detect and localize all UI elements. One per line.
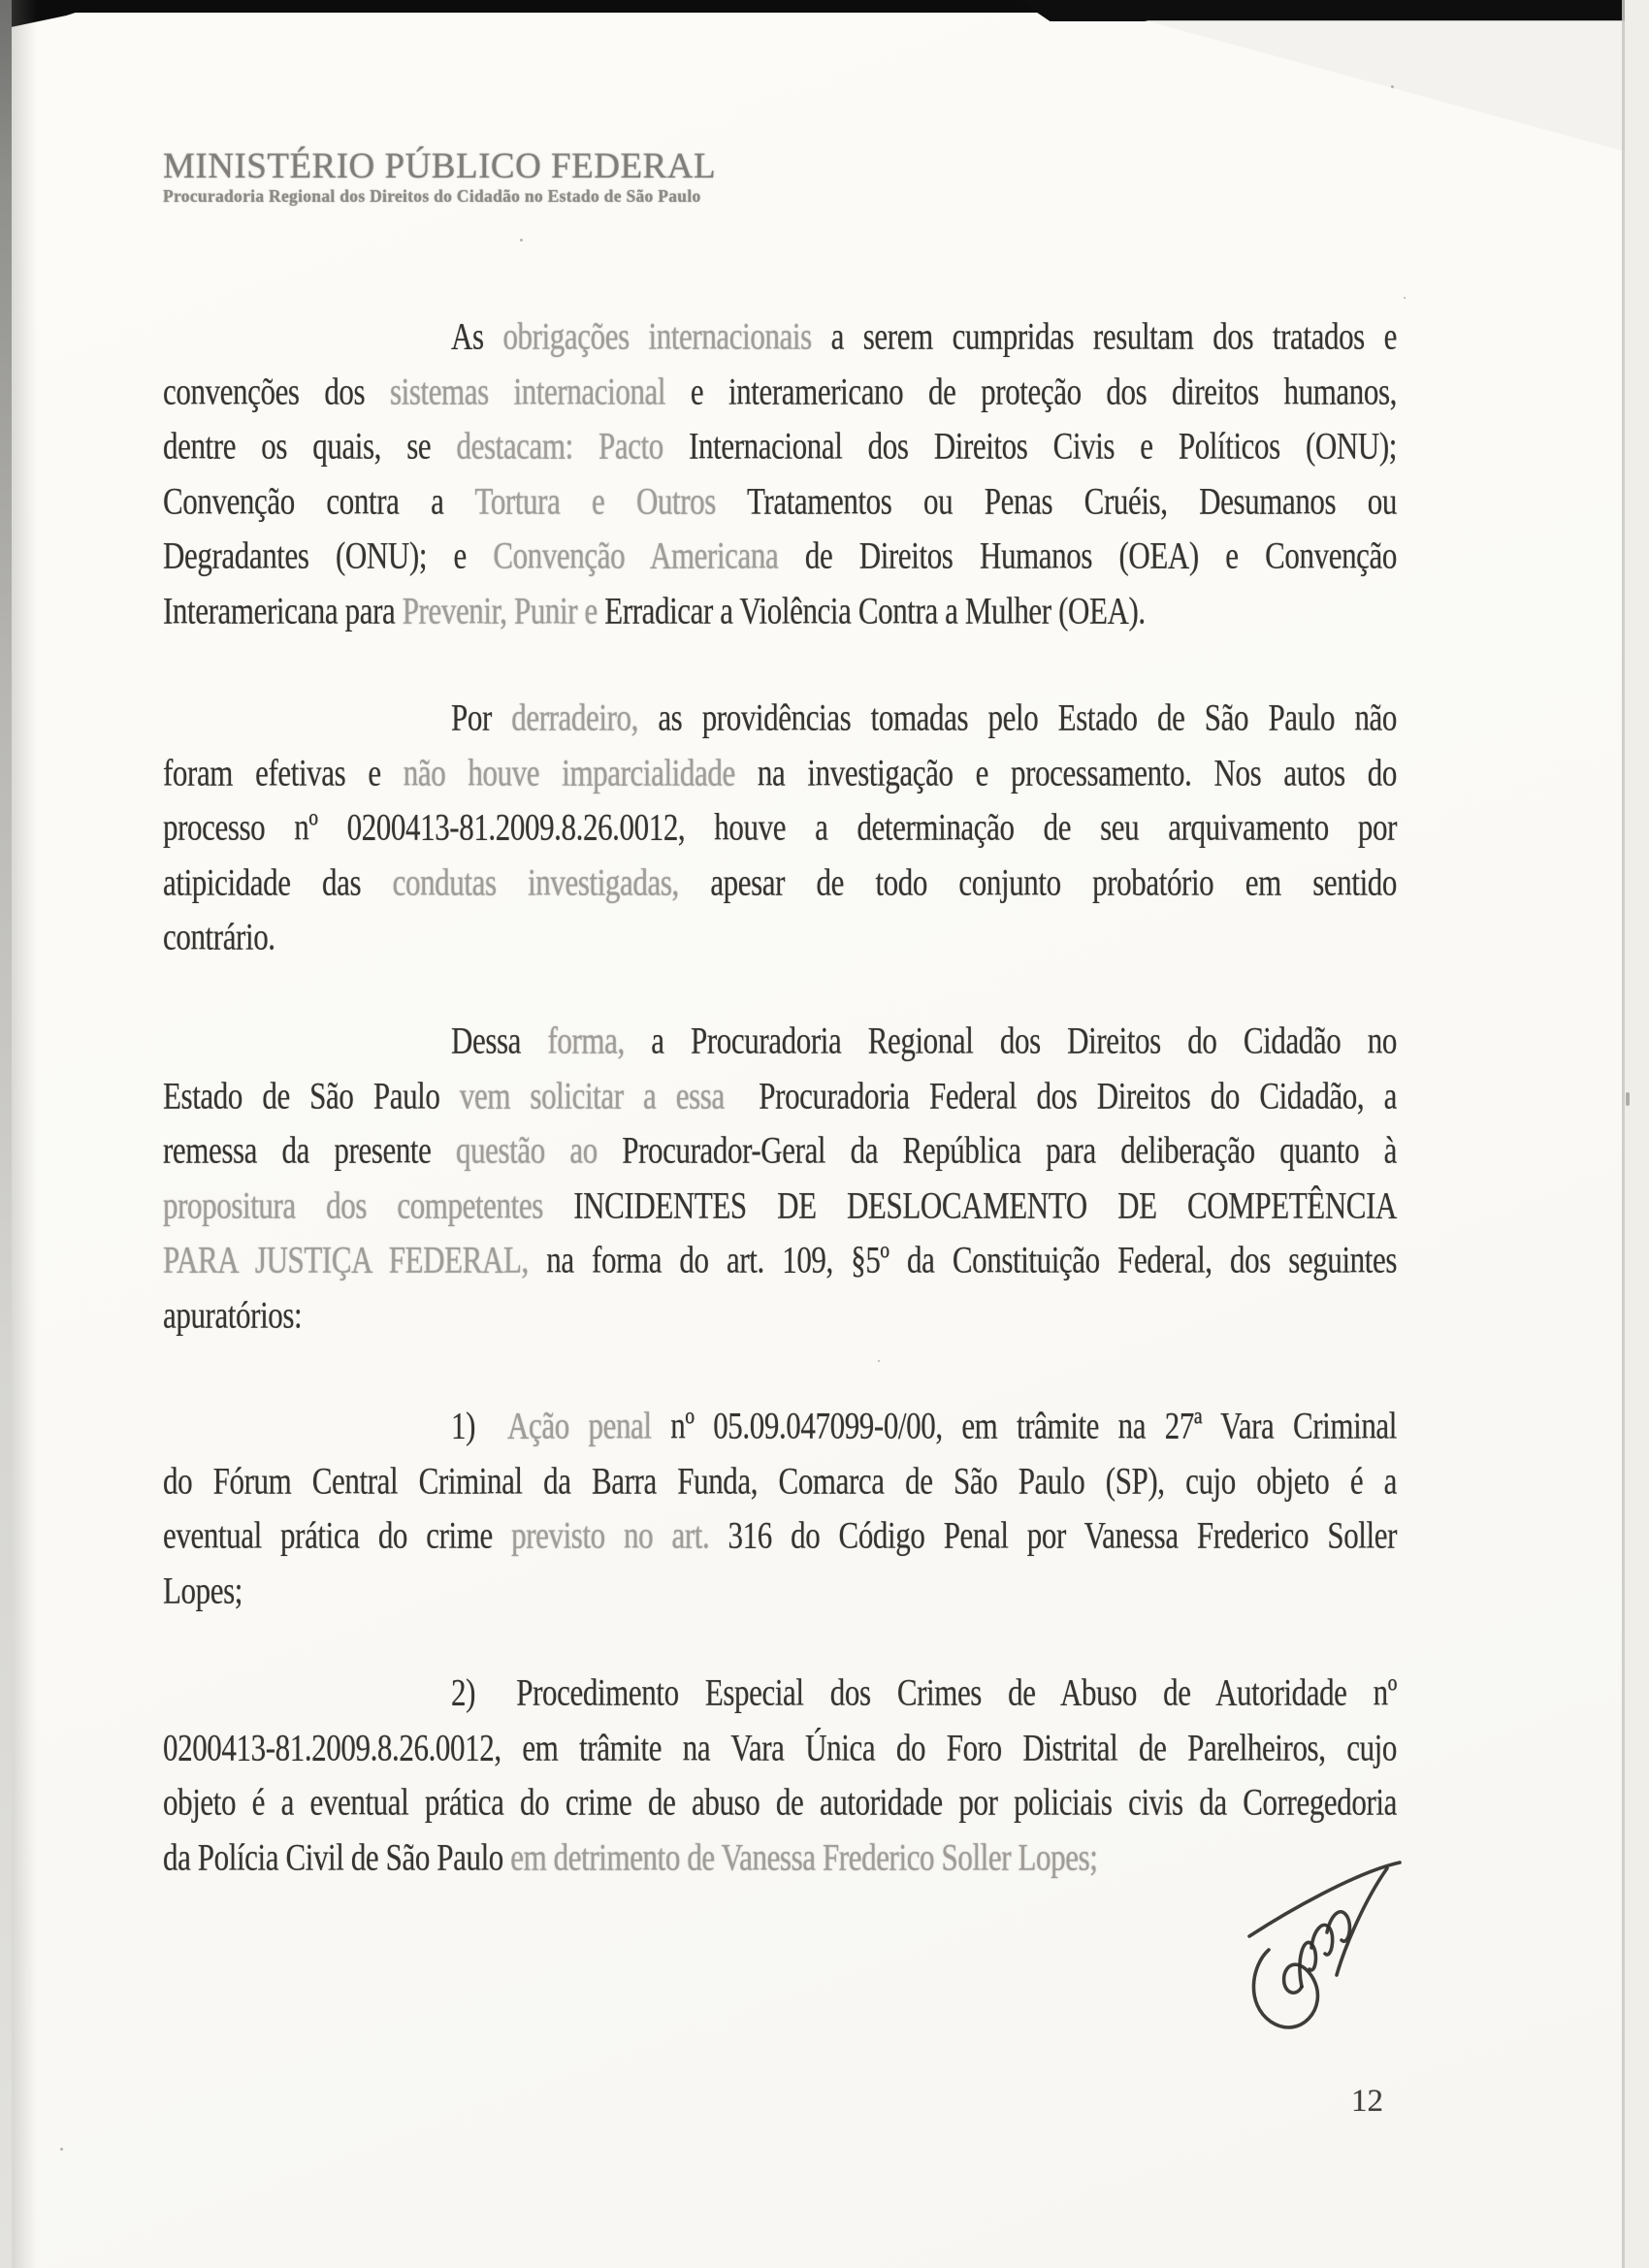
text-line [163,1666,1397,1721]
text-line [163,419,1397,474]
text-segment: da Polícia Civil de São Paulo [163,1834,511,1878]
faded-text-segment: Ação penal [507,1404,652,1447]
text-segment: processo nº 0200413-81.2009.8.26.0012, houve a determinação de seu arquivamento por [163,805,1397,849]
text-segment: e interamericano de proteção dos direitos humanos, [665,369,1398,412]
text-segment: 2) Procedimento Especial dos Crimes de Abuso de Autoridade nº [451,1670,1397,1714]
text-line [163,1069,1397,1124]
text-segment: Dessa [451,1019,548,1062]
faded-text-segment: em detrimento de Vanessa Frederico Soller Lopes; [510,1834,1098,1878]
paragraph-international-obligations [163,309,1397,638]
text-segment: convenções dos [163,369,390,412]
text-segment: Internacional dos Direitos Civis e Políticos (ONU); [663,424,1398,468]
text-segment: Por [451,696,512,739]
scan-speck [1626,1092,1630,1106]
text-segment: remessa da presente [163,1128,456,1172]
scan-edge-left [0,0,12,2268]
text-segment: a serem cumpridas resultam dos tratados e [811,314,1397,358]
faded-text-segment: PARA JUSTIÇA FEDERAL, [163,1238,529,1281]
text-segment: 1) [451,1404,508,1447]
text-line [163,691,1397,746]
text-segment: apuratórios: [163,1292,303,1336]
text-line [163,910,1397,965]
text-line [163,474,1397,530]
text-line [163,1564,1397,1619]
text-segment: a Procuradoria Regional dos Direitos do Cidadão no [624,1019,1397,1062]
text-line [163,800,1397,856]
text-segment: INCIDENTES DE DESLOCAMENTO DE COMPETÊNCIA [573,1183,1397,1226]
text-segment: objeto é a eventual prática do crime de abuso de autoridade por policiais civis da Corregedoria [163,1780,1397,1824]
scan-speck [60,2148,63,2151]
scan-edge-top-right [1018,0,1649,21]
text-segment: Procurador-Geral da República para deliberação quanto à [597,1128,1397,1172]
scan-speck [1391,85,1394,88]
text-segment: eventual prática do crime [163,1513,512,1557]
text-line [163,365,1397,420]
faded-text-segment: forma, [547,1019,625,1062]
letterhead-subtitle: Procuradoria Regional dos Direitos do Cidadão no Estado de São Paulo [163,186,701,206]
text-segment: Erradicar a Violência Contra a Mulher (OEA). [597,588,1146,632]
faded-text-segment: sistemas internacional [389,369,666,412]
text-line [163,1233,1397,1288]
scan-edge-right [1625,0,1649,2268]
paragraph-request-idc [163,1014,1397,1343]
text-segment: na investigação e processamento. Nos autos do [734,750,1398,794]
text-segment: As [451,314,503,358]
text-segment: 0200413-81.2009.8.26.0012, em trâmite na Vara Única do Foro Distrital de Parelheiros, cujo [163,1725,1397,1768]
text-line [163,1179,1397,1234]
scan-speck [878,1360,880,1362]
faded-text-segment: Convenção Americana [493,534,779,577]
text-segment: dentre os quais, se [163,424,457,468]
item-1-acao-penal [163,1399,1397,1618]
text-segment: Degradantes (ONU); e [163,534,494,577]
faded-text-segment: obrigações internacionais [502,314,812,358]
faded-text-segment: previsto no art. [511,1513,710,1557]
text-segment: Tratamentos ou Penas Cruéis, Desumanos ou [715,478,1397,522]
signature-icon [1240,1851,1409,2040]
text-line [163,1775,1397,1831]
text-line [163,1831,1397,1886]
letterhead-title: MINISTÉRIO PÚBLICO FEDERAL [163,146,717,186]
text-line [163,1123,1397,1179]
faded-text-segment: questão ao [455,1128,598,1172]
scan-paper-shadow [1145,20,1625,151]
faded-text-segment: derradeiro, [511,696,638,739]
text-line [163,746,1397,801]
faded-text-segment: destacam: Pacto [456,424,663,468]
text-line [163,529,1397,584]
text-segment: do Fórum Central Criminal da Barra Funda, Comarca de São Paulo (SP), cujo objeto é a [163,1458,1397,1502]
scan-speck [1404,297,1406,299]
faded-text-segment: não houve imparcialidade [403,750,735,794]
text-segment: 316 do Código Penal por Vanessa Frederico Soller [709,1513,1397,1557]
text-line [163,1508,1397,1564]
text-line [163,309,1397,365]
text-segment: nº 05.09.047099-0/00, em trâmite na 27ª Vara Criminal [651,1404,1397,1447]
text-segment: na forma do art. 109, §5º da Constituição Federal, dos seguintes [528,1238,1398,1281]
text-segment: apesar de todo conjunto probatório em sentido [678,859,1397,903]
text-segment: atipicidade das [163,859,393,903]
text-line [163,1288,1397,1344]
text-line [163,856,1397,911]
faded-text-segment: Tortura e Outros [474,478,716,522]
text-segment: Estado de São Paulo [163,1073,460,1117]
text-segment: foram efetivas e [163,750,404,794]
text-line [163,1014,1397,1069]
item-2-procedimento-abuso [163,1666,1397,1885]
scan-speck [520,239,523,242]
text-line [163,584,1397,639]
faded-text-segment: condutas investigadas, [392,859,679,903]
paragraph-state-measures [163,691,1397,965]
text-segment: as providências tomadas pelo Estado de São Paulo não [637,696,1397,739]
text-segment: Convenção contra a [163,478,475,522]
scan-edge-left-shadow [12,0,37,2268]
text-segment: Procuradoria Federal dos Direitos do Cidadão, a [724,1073,1397,1117]
text-segment: de Direitos Humanos (OEA) e Convenção [778,534,1397,577]
text-line [163,1721,1397,1776]
faded-text-segment: propositura dos competentes [163,1183,574,1226]
text-line [163,1399,1397,1454]
text-segment: contrário. [163,915,275,958]
text-segment: Interamericana para [163,588,403,632]
text-line [163,1454,1397,1509]
faded-text-segment: vem solicitar a essa [459,1073,725,1117]
faded-text-segment: Prevenir, Punir e [402,588,598,632]
page-number: 12 [1351,2084,1383,2119]
text-segment: Lopes; [163,1568,242,1611]
